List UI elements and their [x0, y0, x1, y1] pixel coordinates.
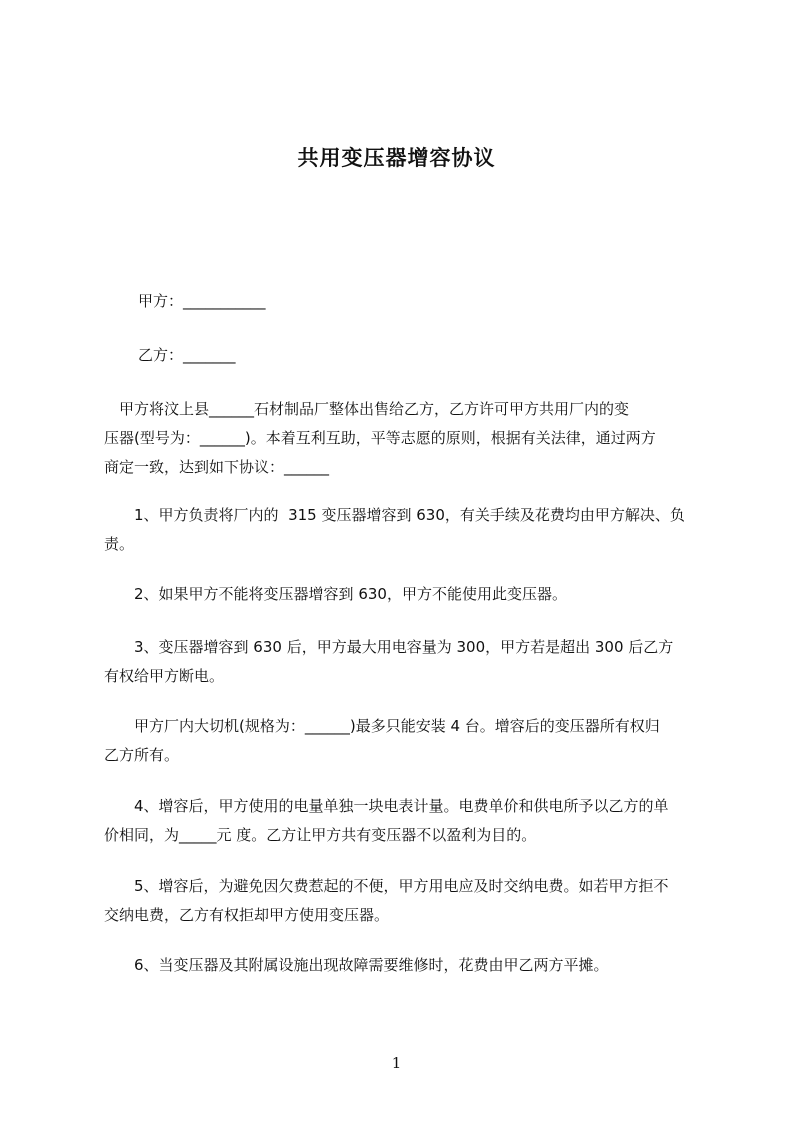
cutter-clause-line: 甲方厂内大切机(规格为：______)最多只能安装 4 台。增容后的变压器所有权归	[104, 717, 660, 735]
clause-5-line: 交纳电费，乙方有权拒却甲方使用变压器。	[104, 906, 390, 924]
cutter-clause-paragraph	[104, 712, 704, 770]
clause-4-paragraph	[104, 792, 704, 850]
clause-2-line: 2、如果甲方不能将变压器增容到 630，甲方不能使用此变压器。	[104, 585, 567, 603]
clause-1-line: 1、甲方负责将厂内的 315 变压器增容到 630，有关手续及花费均由甲方解决、负	[104, 506, 685, 524]
clause-1-paragraph	[104, 501, 704, 559]
clause-3-line: 3、变压器增容到 630 后，甲方最大用电容量为 300，甲方若是超出 300 后乙方	[104, 638, 674, 656]
party-a-line	[138, 287, 738, 316]
clause-5-line: 5、增容后，为避免因欠费惹起的不便，甲方用电应及时交纳电费。如若甲方拒不	[104, 877, 669, 895]
intro-line: 甲方将汶上县______石材制品厂整体出售给乙方，乙方许可甲方共用厂内的变	[104, 400, 630, 418]
party-a-text: 甲方：___________	[138, 292, 266, 310]
clause-4-line: 4、增容后，甲方使用的电量单独一块电表计量。电费单价和供电所予以乙方的单	[104, 797, 669, 815]
clause-1-line: 责。	[104, 535, 135, 553]
clause-3-line: 有权给甲方断电。	[104, 667, 225, 685]
clause-5-paragraph	[104, 872, 704, 930]
intro-line: 商定一致，达到如下协议：______	[104, 458, 330, 476]
clause-4-line: 价相同，为_____元 度。乙方让甲方共有变压器不以盈利为目的。	[104, 826, 537, 844]
clause-6-line: 6、当变压器及其附属设施出现故障需要维修时，花费由甲乙两方平摊。	[104, 956, 609, 974]
intro-line: 压器(型号为：______)。本着互利互助，平等志愿的原则，根据有关法律，通过两方	[104, 429, 656, 447]
clause-6-paragraph	[104, 951, 704, 980]
document-title: 共用变压器增容协议	[297, 146, 496, 170]
clause-3-paragraph	[104, 633, 704, 691]
page-number: 1	[391, 1054, 402, 1072]
cutter-clause-line: 乙方所有。	[104, 746, 180, 764]
party-b-text: 乙方：_______	[138, 346, 236, 364]
clause-2-paragraph	[104, 580, 704, 609]
party-b-line	[138, 341, 738, 370]
intro-paragraph	[104, 395, 704, 482]
